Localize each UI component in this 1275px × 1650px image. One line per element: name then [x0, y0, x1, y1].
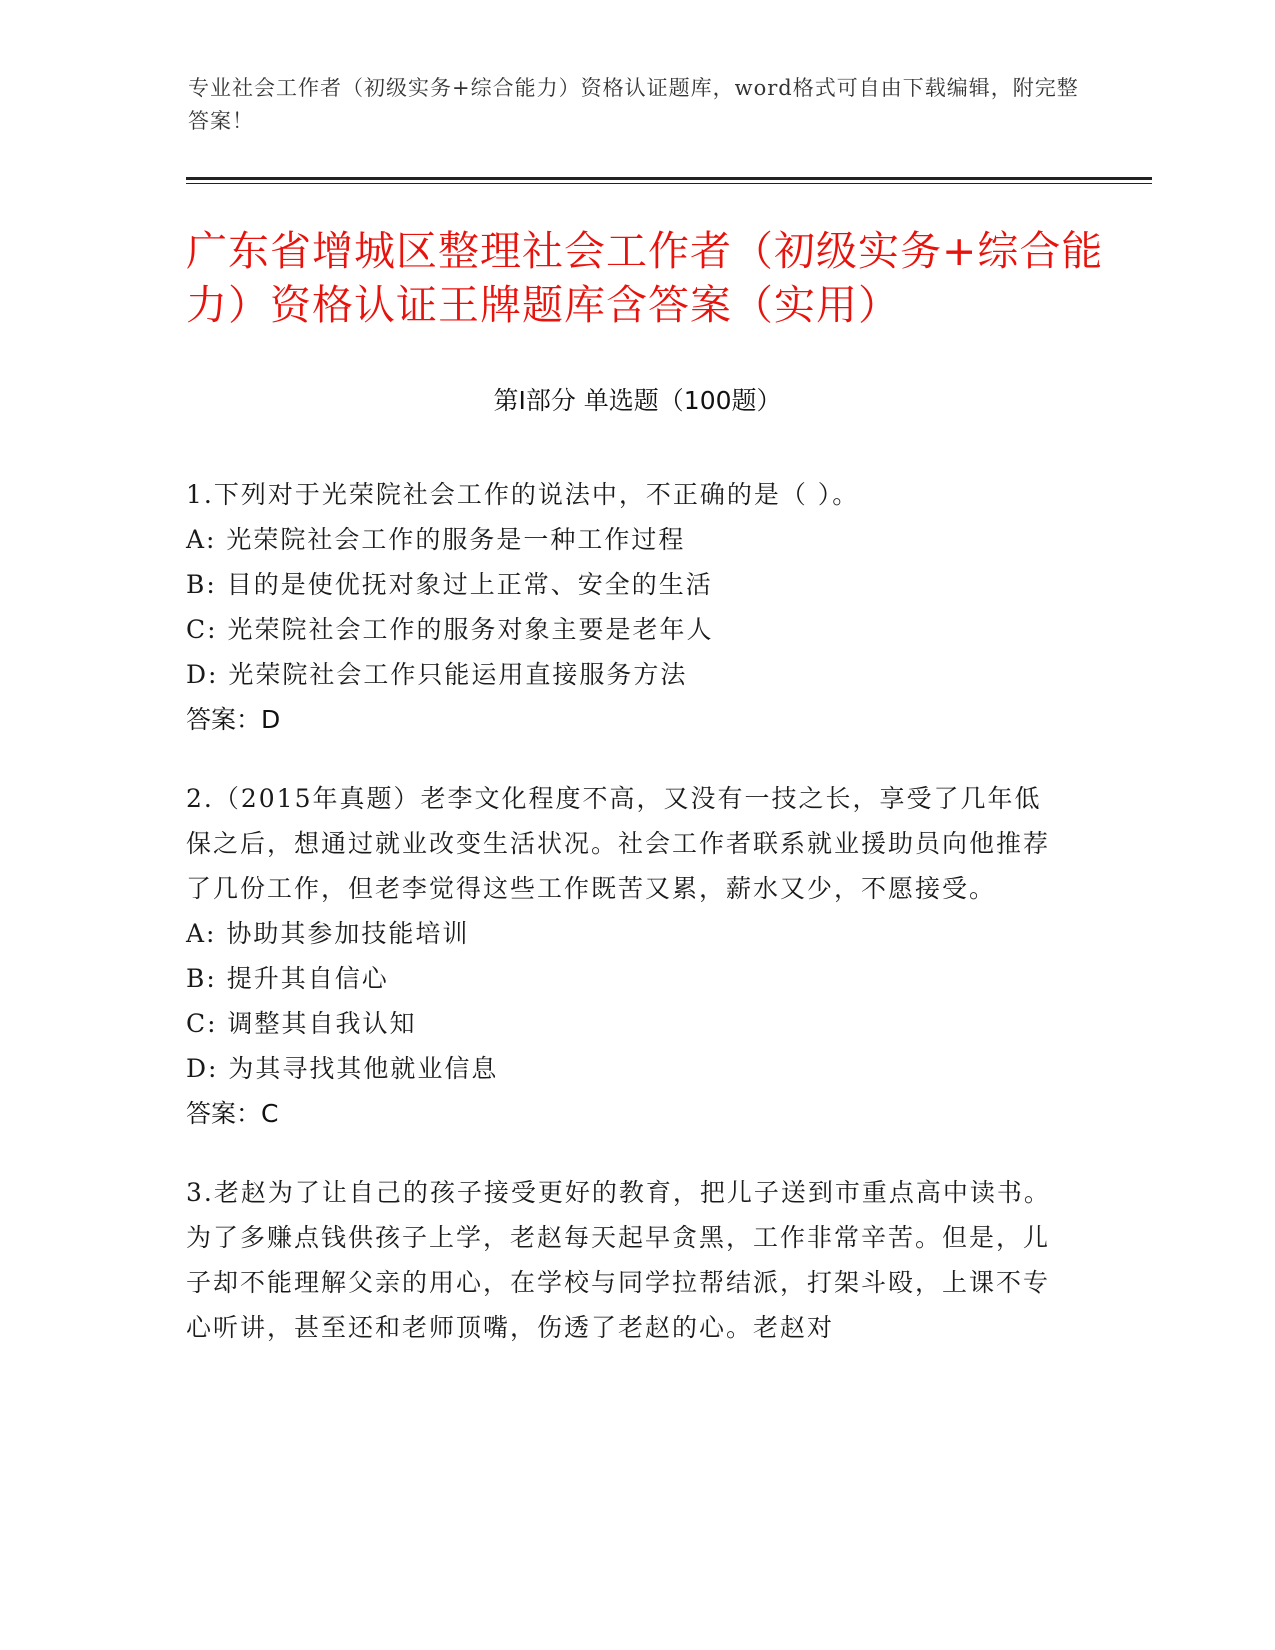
option-d: D: 为其寻找其他就业信息 [186, 1054, 499, 1083]
question-2 [186, 776, 1066, 1136]
question-stem: 1.下列对于光荣院社会工作的说法中，不正确的是（ ）。 [186, 480, 860, 509]
option-b: B: 目的是使优抚对象过上正常、安全的生活 [186, 570, 713, 599]
option-d: D: 光荣院社会工作只能运用直接服务方法 [186, 660, 688, 689]
question-list [186, 472, 1066, 1384]
option-a: A: 协助其参加技能培训 [186, 919, 470, 948]
answer: 答案：D [186, 705, 281, 734]
option-b: B: 提升其自信心 [186, 964, 389, 993]
header-note: 专业社会工作者（初级实务+综合能力）资格认证题库，word格式可自由下载编辑，附完整答案！ [188, 76, 1079, 133]
question-1 [186, 472, 1066, 742]
option-c: C: 调整其自我认知 [186, 1009, 417, 1038]
section-title: 第Ⅰ部分 单选题（100题） [493, 386, 782, 415]
header-rule-thick [186, 177, 1152, 180]
question-stem: 3.老赵为了让自己的孩子接受更好的教育，把儿子送到市重点高中读书。为了多赚点钱供孩子上学，老赵每天起早贪黑，工作非常辛苦。但是，儿子却不能理解父亲的用心，在学校与同学拉帮结派，打架斗殴，上课不专心听讲，甚至还和老师顶嘴，伤透了老赵的心。老赵对 [186, 1178, 1051, 1342]
answer: 答案：C [186, 1099, 279, 1128]
option-a: A: 光荣院社会工作的服务是一种工作过程 [186, 525, 686, 554]
question-stem: 2.（2015年真题）老李文化程度不高，又没有一技之长，享受了几年低保之后，想通过就业改变生活状况。社会工作者联系就业援助员向他推荐了几份工作，但老李觉得这些工作既苦又累，薪水又少，不愿接受。 [186, 784, 1051, 903]
header-rule-thin [186, 183, 1152, 184]
option-c: C: 光荣院社会工作的服务对象主要是老年人 [186, 615, 714, 644]
question-3 [186, 1170, 1066, 1350]
document-title: 广东省增城区整理社会工作者（初级实务+综合能力）资格认证王牌题库含答案（实用） [186, 227, 1104, 329]
